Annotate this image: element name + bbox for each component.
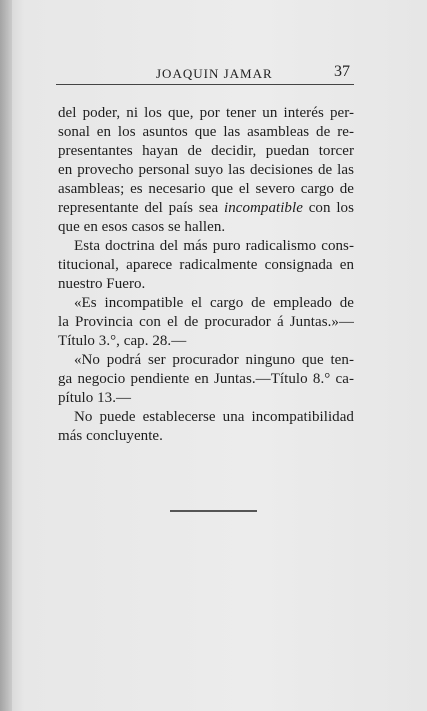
text-segment: representante del país sea — [58, 200, 219, 216]
text-segment: con los — [308, 200, 354, 216]
text-line: asambleas; es necesario que el severo cargo de — [58, 181, 354, 197]
text-line: la Provincia con el de procurador á Juntas.»— — [58, 314, 354, 330]
text-line: sonal en los asuntos que las asambleas de re- — [58, 124, 354, 140]
end-rule — [170, 510, 257, 512]
text-line: en provecho personal suyo las decisiones de las — [58, 162, 354, 178]
running-head: JOAQUIN JAMAR — [156, 66, 273, 81]
paragraph-start-line: No puede establecerse una incompatibilidad — [74, 409, 354, 425]
page-gutter-shadow — [0, 0, 12, 711]
text-line-mixed — [58, 199, 354, 218]
text-line: ga negocio pendiente en Juntas.—Título 8.° ca- — [58, 371, 354, 387]
text-line: titucional, aparece radicalmente consignada en — [58, 257, 354, 273]
header-rule — [56, 84, 354, 85]
page-header — [0, 62, 427, 86]
text-line: Título 3.°, cap. 28.— — [58, 333, 187, 349]
text-line: nuestro Fuero. — [58, 276, 146, 292]
text-line: más concluyente. — [58, 428, 163, 444]
quote-start-line: «No podrá ser procurador ninguno que ten- — [74, 352, 354, 368]
body-text — [58, 104, 354, 446]
text-line: del poder, ni los que, por tener un interés per- — [58, 105, 354, 121]
text-line: pítulo 13.— — [58, 390, 132, 406]
text-line: que en esos casos se hallen. — [58, 219, 226, 235]
text-line: presentantes hayan de decidir, puedan torcer — [58, 143, 354, 159]
italic-emphasis: incompatible — [223, 200, 303, 216]
quote-start-line: «Es incompatible el cargo de empleado de — [74, 295, 354, 311]
page-number: 37 — [334, 63, 350, 80]
paragraph-start-line: Esta doctrina del más puro radicalismo cons- — [74, 238, 354, 254]
